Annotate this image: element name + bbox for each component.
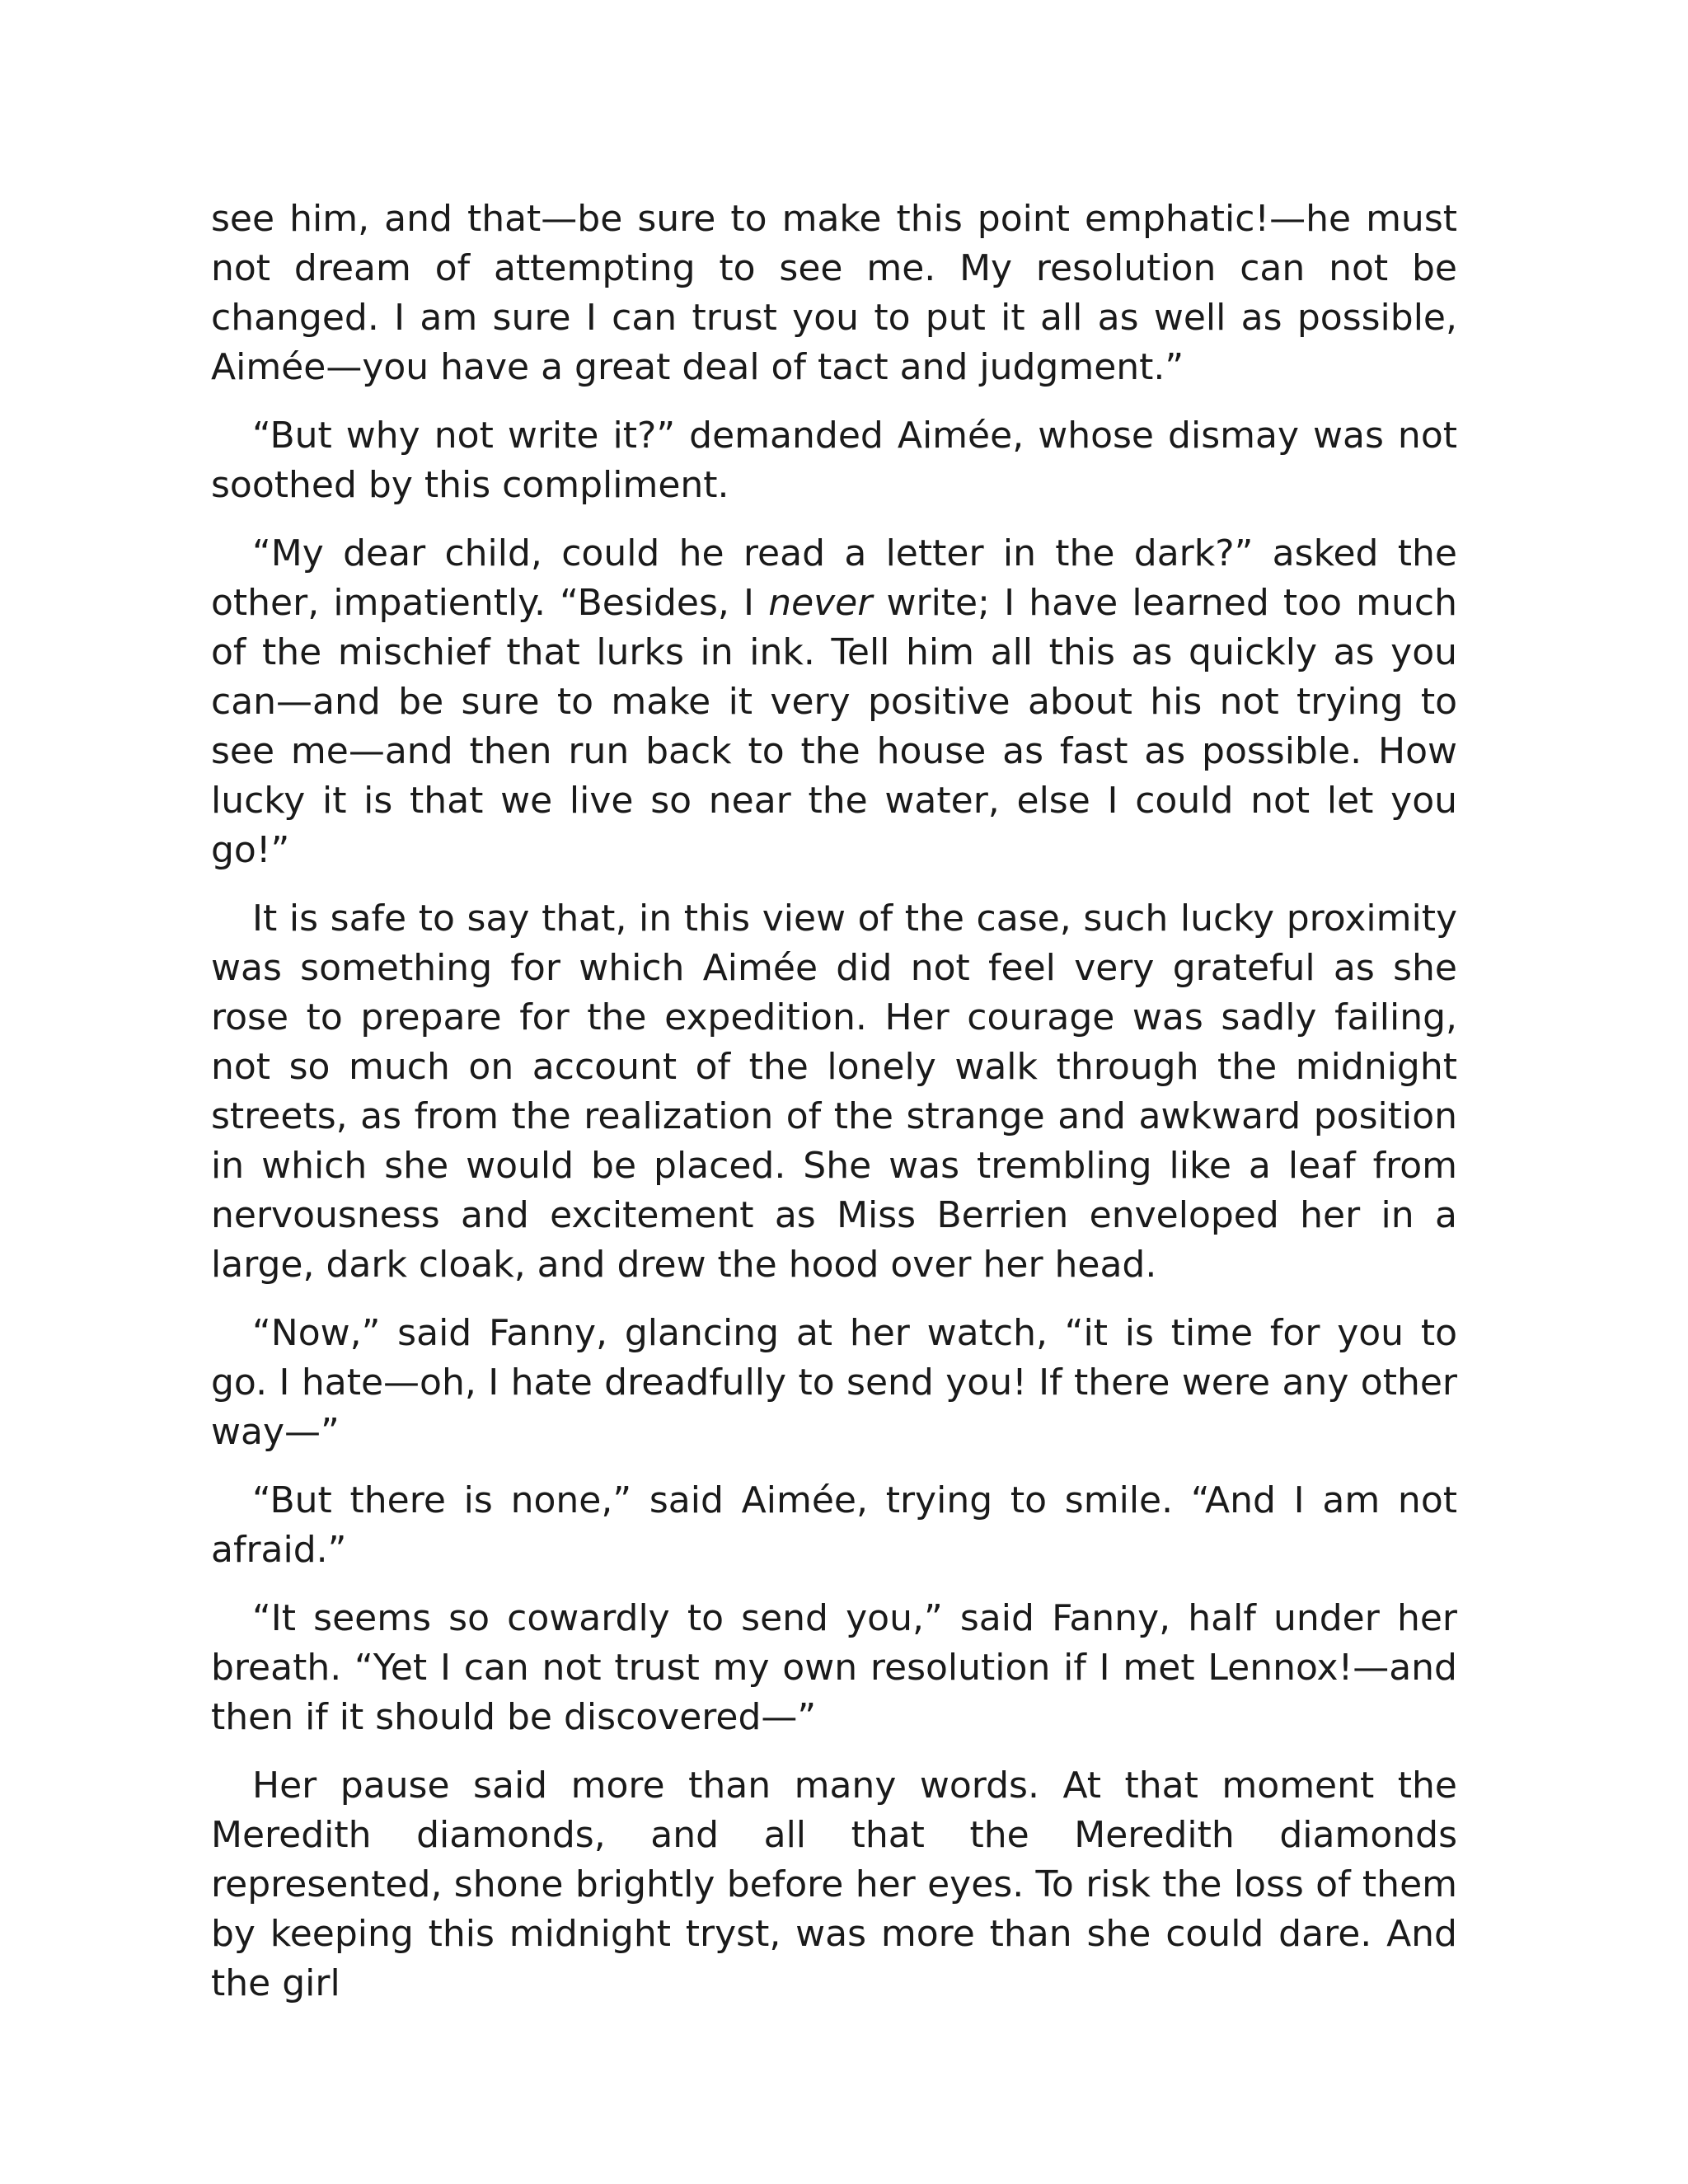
body-text <box>211 194 1457 2027</box>
paragraph-7 <box>211 1594 1457 1742</box>
paragraph-3 <box>211 529 1457 875</box>
paragraph-text: “But there is none,” said Aimée, trying to smile. “And I am not afraid.” <box>211 1479 1457 1571</box>
paragraph-text: “But why not write it?” demanded Aimée, whose dismay was not soothed by this compliment. <box>211 415 1457 506</box>
paragraph-text: write; I have learned too much of the mischief that lurks in ink. Tell him all this as quickly as you can—and be sure to make it very positive about his not trying to see me—and then run back to the house as fast as possible. How lucky it is that we live so near the water, else I could not let you go!” <box>211 582 1457 871</box>
paragraph-6 <box>211 1476 1457 1575</box>
paragraph-text: “My dear child, could he read a letter in the dark?” asked the other, impatiently. “Besides, I <box>211 532 1457 624</box>
paragraph-text: “Now,” said Fanny, glancing at her watch, “it is time for you to go. I hate—oh, I hate dreadfully to send you! If there were any other way—” <box>211 1312 1457 1453</box>
paragraph-8 <box>211 1761 1457 2008</box>
paragraph-text: It is safe to say that, in this view of the case, such lucky proximity was something for which Aimée did not feel very grateful as she rose to prepare for the expedition. Her courage was sadly failing, not so much on account of the lonely walk through the midnight streets, as from the realization of the strange and awkward position in which she would be placed. She was trembling like a leaf from nervousness and excitement as Miss Berrien enveloped her in a large, dark cloak, and drew the hood over her head. <box>211 898 1457 1286</box>
paragraph-text: “It seems so cowardly to send you,” said Fanny, half under her breath. “Yet I can not trust my own resolution if I met Lennox!—and then if it should be discovered—” <box>211 1597 1457 1738</box>
paragraph-text: Her pause said more than many words. At that moment the Meredith diamonds, and all that the Meredith diamonds represented, shone brightly before her eyes. To risk the loss of them by keeping this midnight tryst, was more than she could dare. And the girl <box>211 1765 1457 2004</box>
paragraph-2 <box>211 411 1457 510</box>
paragraph-4 <box>211 894 1457 1290</box>
emphasized-word: never <box>768 582 873 624</box>
paragraph-1 <box>211 194 1457 392</box>
paragraph-5 <box>211 1309 1457 1457</box>
paragraph-text: see him, and that—be sure to make this point emphatic!—he must not dream of attempting to see me. My resolution can not be changed. I am sure I can trust you to put it all as well as possible, Aimée—you have a great deal of tact and judgment.” <box>211 198 1457 388</box>
